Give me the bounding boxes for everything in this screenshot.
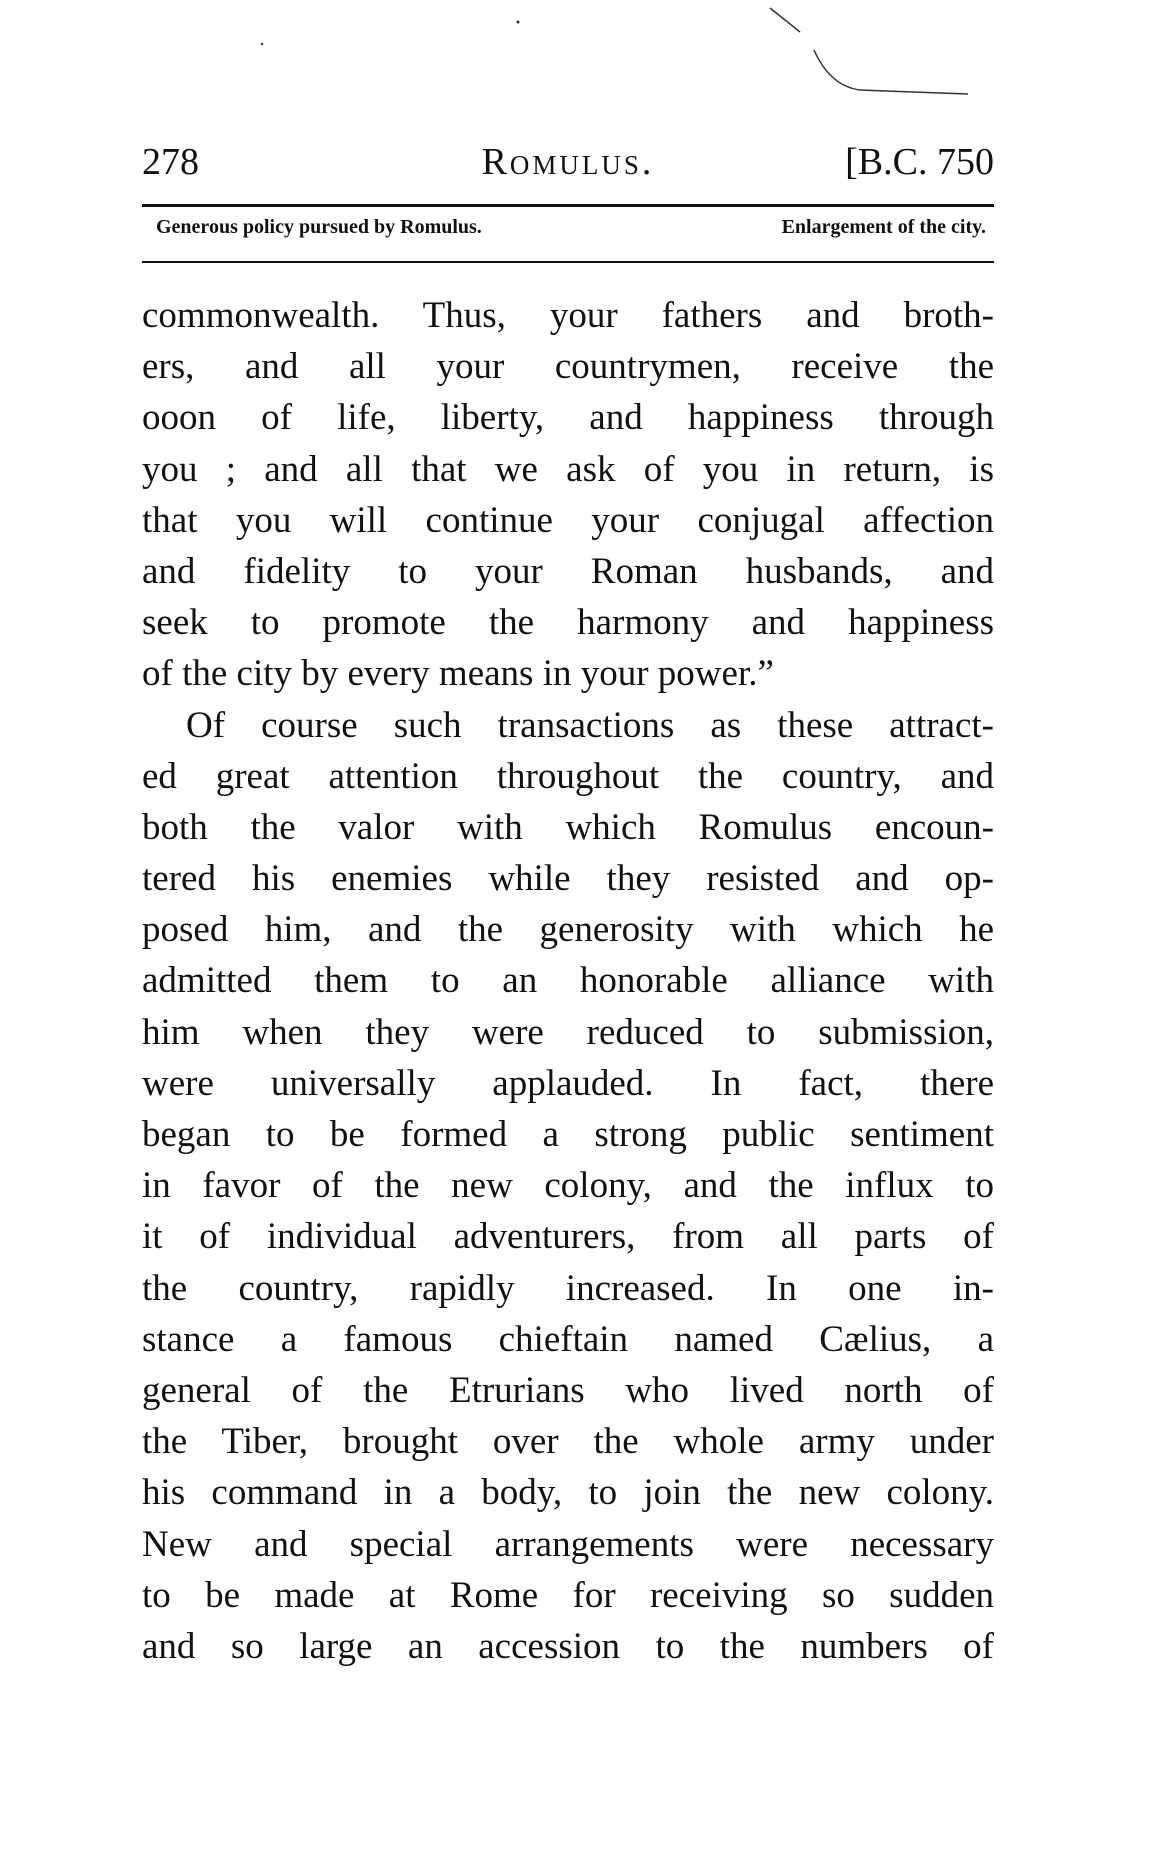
text-line: and fidelity to your Roman husbands, and <box>142 550 994 592</box>
text-line: you ; and all that we ask of you in return, is <box>142 448 994 490</box>
text-line: general of the Etrurians who lived north of <box>142 1369 994 1411</box>
text-line: his command in a body, to join the new colony. <box>142 1472 994 1514</box>
subheader-right: Enlargement of the city. <box>781 216 986 238</box>
text-line: seek to promote the harmony and happiness <box>142 602 994 644</box>
text-line: and so large an accession to the numbers of <box>142 1625 994 1667</box>
era-label: [B.C. 750 <box>845 141 994 183</box>
text-line: commonwealth. Thus, your fathers and broth- <box>142 295 994 336</box>
text-line: ed great attention throughout the country, and <box>142 755 994 797</box>
text-line: the Tiber, brought over the whole army under <box>142 1421 994 1463</box>
text-line: Of course such transactions as these attract- <box>186 704 994 746</box>
header-rule <box>142 204 994 207</box>
running-title: Romulus. <box>481 141 655 183</box>
text-line: posed him, and the generosity with which he <box>142 909 994 951</box>
text-line: ooon of life, liberty, and happiness through <box>142 397 994 439</box>
text-line: that you will continue your conjugal affection <box>142 499 994 541</box>
text-line: of the city by every means in your power.” <box>142 653 774 695</box>
text-line: admitted them to an honorable alliance with <box>142 960 994 1002</box>
text-line: stance a famous chieftain named Cælius, a <box>142 1318 994 1360</box>
text-line: tered his enemies while they resisted and op- <box>142 858 994 900</box>
text-line: to be made at Rome for receiving so sudden <box>142 1574 994 1616</box>
running-header <box>142 140 994 190</box>
page-number: 278 <box>142 141 199 183</box>
text-line: it of individual adventurers, from all parts of <box>142 1216 994 1258</box>
text-line: in favor of the new colony, and the influx to <box>142 1165 994 1207</box>
text-line: both the valor with which Romulus encoun- <box>142 806 994 848</box>
subheader-left: Generous policy pursued by Romulus. <box>156 216 482 238</box>
text-line: were universally applauded. In fact, there <box>142 1062 994 1104</box>
body-text <box>142 290 994 1672</box>
text-line: the country, rapidly increased. In one in- <box>142 1267 994 1309</box>
text-line: ers, and all your countrymen, receive the <box>142 346 994 388</box>
text-line: began to be formed a strong public sentiment <box>142 1114 994 1155</box>
text-line: him when they were reduced to submission, <box>142 1011 994 1053</box>
text-line: New and special arrangements were necessary <box>142 1523 994 1565</box>
subheader-rule <box>142 261 994 263</box>
